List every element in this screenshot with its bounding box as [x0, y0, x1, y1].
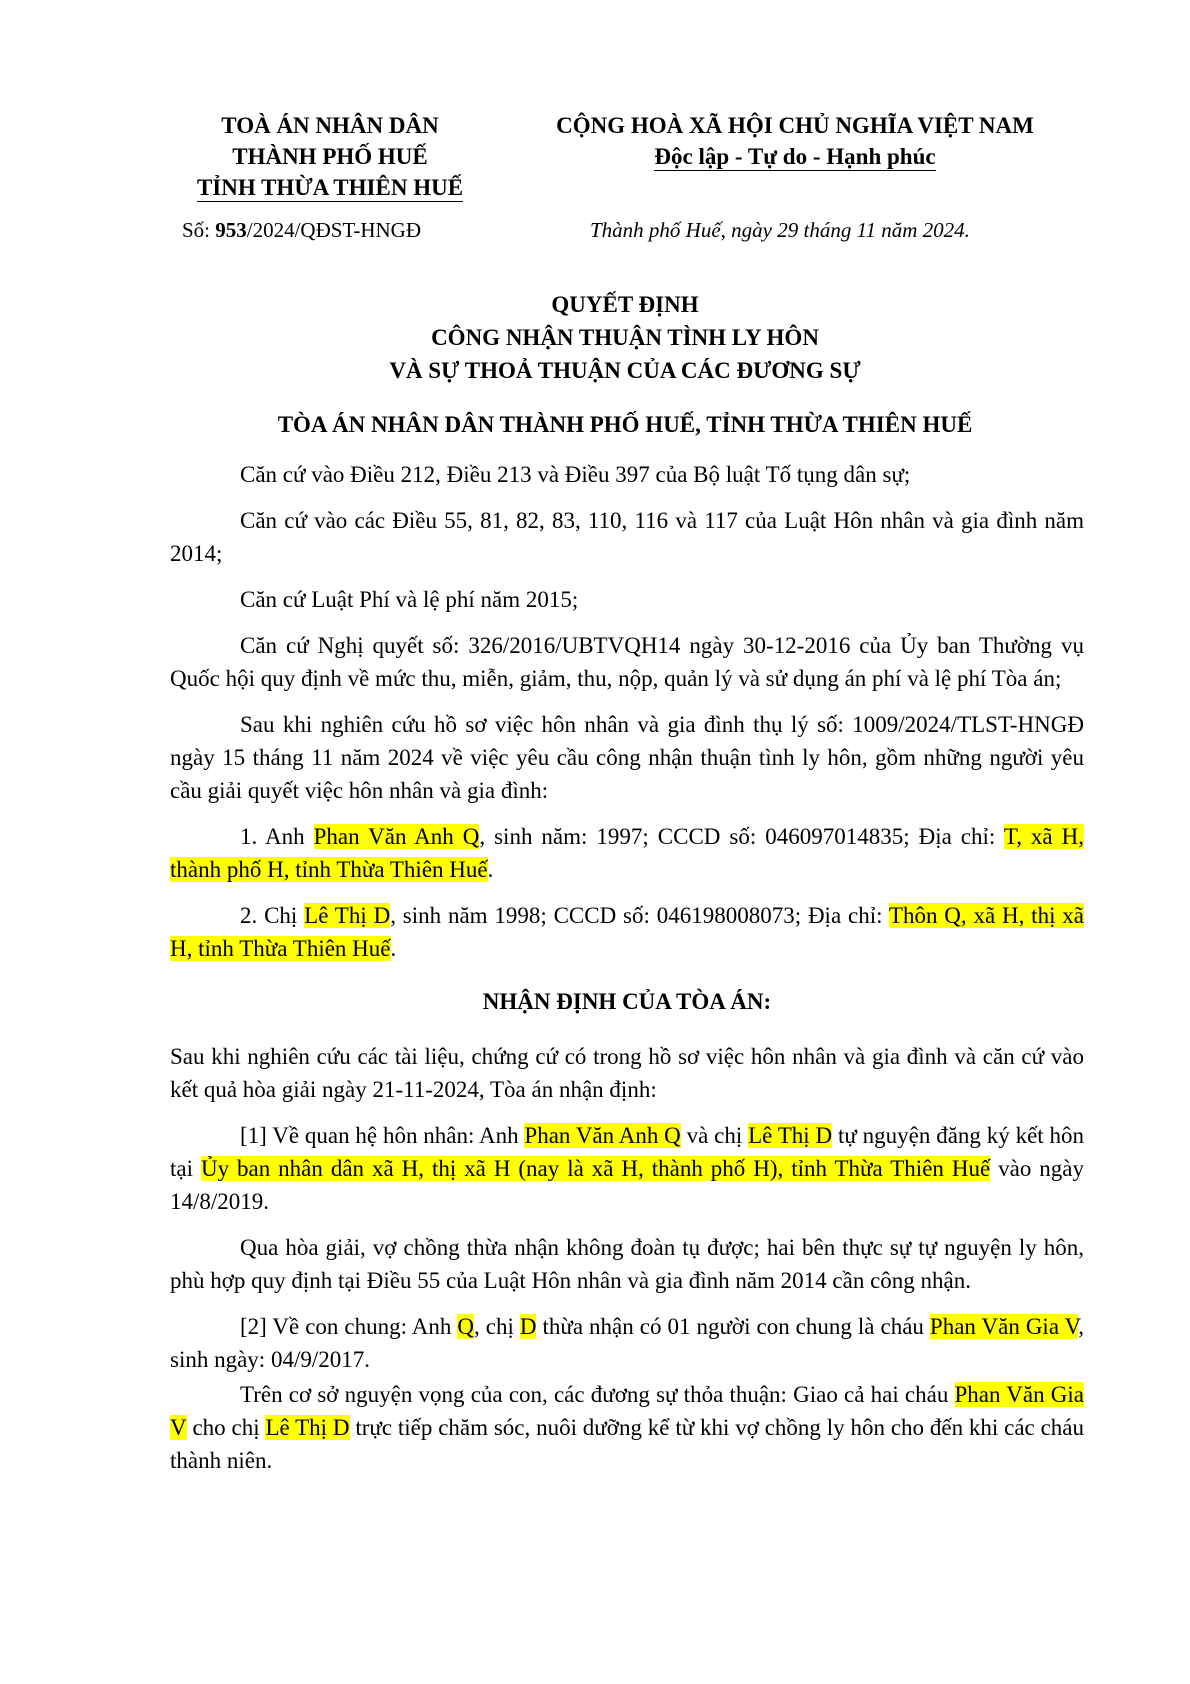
finding-4-child: Phan Văn Gia V [170, 1382, 1084, 1440]
court-header-line-3: TỈNH THỪA THIÊN HUẾ [196, 175, 464, 200]
court-header-line-1: TOÀ ÁN NHÂN DÂN [221, 113, 439, 138]
decision-date: Thành phố Huế, ngày 29 tháng 11 năm 2024. [590, 218, 970, 242]
party-1-address: T, xã H, thành phố H, tỉnh Thừa Thiên Huế [170, 824, 1084, 882]
findings-intro: Sau khi nghiên cứu các tài liệu, chứng cứ có trong hồ sơ việc hôn nhân và gia đình và căn cứ vào kết quả hòa giải ngày 21-11-2024, Tòa án nhận định: [170, 1044, 1084, 1102]
party-2-address: Thôn Q, xã H, thị xã H, tỉnh Thừa Thiên Huế [170, 903, 1084, 961]
finding-2: Qua hòa giải, vợ chồng thừa nhận không đoàn tụ được; hai bên thực sự tự nguyện ly hôn, phù hợp quy định tại Điều 55 của Luật Hôn nhân và gia đình năm 2014 cần công nhận. [170, 1235, 1084, 1293]
finding-1-husband: Phan Văn Anh Q [524, 1123, 681, 1148]
basis-paragraph-3: Căn cứ Luật Phí và lệ phí năm 2015; [240, 587, 579, 612]
court-header [160, 110, 500, 203]
section-heading: NHẬN ĐỊNH CỦA TÒA ÁN: [482, 989, 772, 1014]
party-2: 2. Chị Lê Thị D, sinh năm 1998; CCCD số: 046198008073; Địa chỉ: Thôn Q, xã H, thị xã H, tỉnh Thừa Thiên Huế. [170, 903, 1084, 961]
national-motto: Độc lập - Tự do - Hạnh phúc [654, 144, 936, 169]
finding-4-mother: Lê Thị D [265, 1415, 350, 1440]
finding-3-mother: D [519, 1314, 537, 1339]
court-name: TÒA ÁN NHÂN DÂN THÀNH PHỐ HUẾ, TỈNH THỪA THIÊN HUẾ [277, 412, 973, 437]
basis-paragraph-4: Căn cứ Nghị quyết số: 326/2016/UBTVQH14 ngày 30-12-2016 của Ủy ban Thường vụ Quốc hội quy định về mức thu, miễn, giảm, thu, nộp, quản lý và sử dụng án phí và lệ phí Tòa án; [170, 633, 1084, 691]
court-header-line-2: THÀNH PHỐ HUẾ [232, 144, 428, 169]
finding-4: Trên cơ sở nguyện vọng của con, các đương sự thỏa thuận: Giao cả hai cháu Phan Văn Gia V cho chị Lê Thị D trực tiếp chăm sóc, nuôi dưỡng kể từ khi vợ chồng ly hôn cho đến khi các cháu thành niên. [170, 1382, 1084, 1473]
finding-1-wife: Lê Thị D [748, 1123, 833, 1148]
national-title: CỘNG HOÀ XÃ HỘI CHỦ NGHĨA VIỆT NAM [556, 113, 1034, 138]
party-2-name: Lê Thị D [304, 903, 391, 928]
basis-paragraph-5: Sau khi nghiên cứu hồ sơ việc hôn nhân và gia đình thụ lý số: 1009/2024/TLST-HNGĐ ngày 15 tháng 11 năm 2024 về việc yêu cầu công nhận thuận tình ly hôn, gồm những người yêu cầu giải quyết việc hôn nhân và gia đình: [170, 712, 1084, 803]
basis-paragraph-1: Căn cứ vào Điều 212, Điều 213 và Điều 397 của Bộ luật Tố tụng dân sự; [240, 462, 911, 487]
title-line-2: CÔNG NHẬN THUẬN TÌNH LY HÔN [431, 325, 819, 350]
finding-1-place: Ủy ban nhân dân xã H, thị xã H (nay là xã H, thành phố H), tỉnh Thừa Thiên Huế [200, 1156, 991, 1181]
party-1-name: Phan Văn Anh Q [313, 824, 480, 849]
party-1: 1. Anh Phan Văn Anh Q, sinh năm: 1997; CCCD số: 046097014835; Địa chỉ: T, xã H, thành phố H, tỉnh Thừa Thiên Huế. [170, 824, 1084, 882]
national-header [500, 110, 1090, 172]
decision-number-bold: 953 [215, 218, 247, 242]
basis-paragraph-2: Căn cứ vào các Điều 55, 81, 82, 83, 110, 116 và 117 của Luật Hôn nhân và gia đình năm 2014; [170, 508, 1084, 566]
finding-1: [1] Về quan hệ hôn nhân: Anh Phan Văn Anh Q và chị Lê Thị D tự nguyện đăng ký kết hôn tại Ủy ban nhân dân xã H, thị xã H (nay là xã H, thành phố H), tỉnh Thừa Thiên Huế vào ngày 14/8/2019. [170, 1123, 1085, 1214]
finding-3-father: Q [457, 1314, 474, 1339]
decision-number: Số: 953/2024/QĐST-HNGĐ [182, 218, 421, 242]
finding-3-child: Phan Văn Gia V [929, 1314, 1079, 1339]
finding-3: [2] Về con chung: Anh Q, chị D thừa nhận có 01 người con chung là cháu Phan Văn Gia V, sinh ngày: 04/9/2017. [170, 1314, 1085, 1372]
title-line-3: VÀ SỰ THOẢ THUẬN CỦA CÁC ĐƯƠNG SỰ [389, 358, 861, 383]
document-title [160, 288, 1090, 387]
title-line-1: QUYẾT ĐỊNH [551, 292, 699, 317]
document-body [170, 458, 1084, 1490]
